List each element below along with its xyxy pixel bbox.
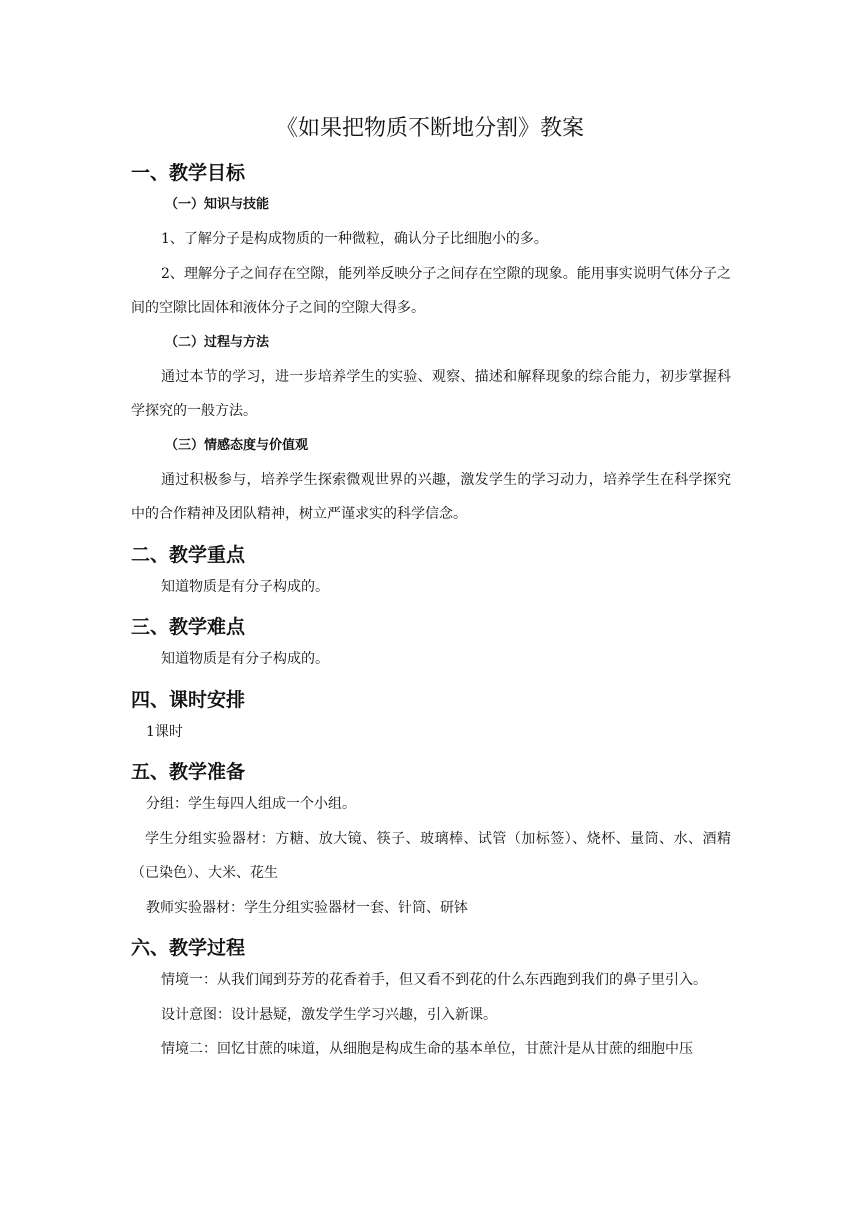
paragraph: 1、了解分子是构成物质的一种微粒，确认分子比细胞小的多。 [161, 231, 548, 247]
subheading-process-methods: （二）过程与方法 [165, 334, 270, 350]
paragraph: 2、理解分子之间存在空隙，能列举反映分子之间存在空隙的现象。能用事实说明气体分子之间的空隙比固体和液体分子之间的空隙大得多。 [131, 265, 731, 316]
paragraph: 分组：学生每四人组成一个小组。 [146, 796, 356, 812]
section-heading-key-points: 二、教学重点 [131, 543, 246, 566]
section-heading-schedule: 四、课时安排 [131, 688, 246, 711]
section-heading-process: 六、教学过程 [131, 937, 246, 959]
paragraph: 通过本节的学习，进一步培养学生的实验、观察、描述和解释现象的综合能力，初步掌握科学探究的一般方法。 [131, 368, 731, 419]
paragraph: 情境二：回忆甘蔗的味道，从细胞是构成生命的基本单位，甘蔗汁是从甘蔗的细胞中压 [161, 1041, 693, 1057]
subheading-attitudes-values: （三）情感态度与价值观 [165, 437, 309, 453]
section-heading-preparation: 五、教学准备 [131, 761, 246, 783]
paragraph: 学生分组实验器材：方糖、放大镜、筷子、玻璃棒、试管（加标签）、烧杯、量筒、水、酒精（已染色）、大米、花生 [131, 830, 731, 881]
document-title: 《如果把物质不断地分割》教案 [275, 116, 584, 141]
paragraph: 设计意图：设计悬疑，激发学生学习兴趣，引入新课。 [161, 1006, 497, 1023]
section-heading-difficulties: 三、教学难点 [131, 616, 246, 638]
document-body [131, 158, 731, 1067]
paragraph: 教师实验器材：学生分组实验器材一套、针筒、研钵 [146, 899, 468, 916]
section-heading-objectives: 一、教学目标 [131, 162, 246, 184]
paragraph: 通过积极参与，培养学生探索微观世界的兴趣，激发学生的学习动力，培养学生在科学探究中的合作精神及团队精神，树立严谨求实的科学信念。 [131, 471, 731, 522]
paragraph: 知道物质是有分子构成的。 [161, 651, 329, 667]
paragraph: 1课时 [146, 723, 183, 740]
paragraph: 情境一：从我们闻到芬芳的花香着手，但又看不到花的什么东西跑到我们的鼻子里引入。 [161, 972, 707, 988]
paragraph: 知道物质是有分子构成的。 [161, 578, 329, 595]
subheading-knowledge-skills: （一）知识与技能 [165, 197, 270, 212]
